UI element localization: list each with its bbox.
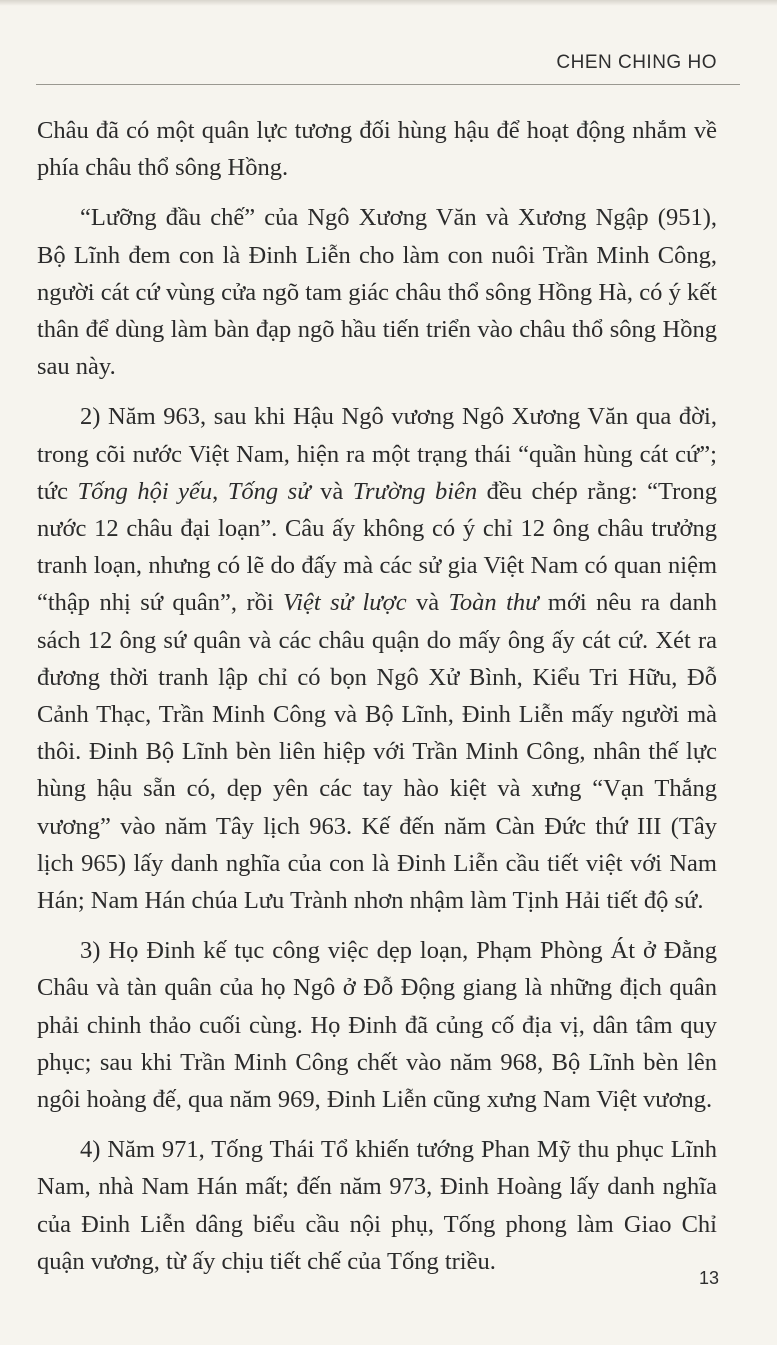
paragraph-3-text-1: 2) Năm 963, sau khi Hậu Ngô vương Ngô Xương Văn qua đời, trong cõi nước Việt Nam, hiện ra một trạng thái “quần hùng cát cứ”; tức xyxy=(37,403,717,505)
paragraph-3 xyxy=(37,398,717,919)
page-top-edge xyxy=(0,0,777,6)
paragraph-4: 3) Họ Đinh kế tục công việc dẹp loạn, Phạm Phòng Át ở Đằng Châu và tàn quân của họ Ngô ở Đỗ Động giang là những địch quân phải chinh thảo cuối cùng. Họ Đinh đã củng cố địa vị, dân tâm quy phục; sau khi Trần Minh Công chết vào năm 968, Bộ Lĩnh bèn lên ngôi hoàng đế, qua năm 969, Đinh Liễn cũng xưng Nam Việt vương. xyxy=(37,937,717,1114)
book-title-tong-hoi-yeu: Tống hội yếu xyxy=(77,477,213,505)
book-title-viet-su-luoc: Việt sử lược xyxy=(283,589,407,617)
header-rule xyxy=(36,84,740,85)
page-body xyxy=(37,112,717,1293)
paragraph-3-text-5: và xyxy=(406,589,449,617)
paragraph-5: 4) Năm 971, Tống Thái Tổ khiến tướng Phan Mỹ thu phục Lĩnh Nam, nhà Nam Hán mất; đến năm 973, Đinh Hoàng lấy danh nghĩa của Đinh Liễn dâng biểu cầu nội phụ, Tống phong làm Giao Chỉ quận vương, từ ấy chịu tiết chế của Tống triều. xyxy=(37,1136,717,1275)
page-number: 13 xyxy=(698,1268,719,1288)
paragraph-3-text-4: đều chép rằng: “Trong nước 12 châu đại loạn”. Câu ấy không có ý chỉ 12 ông châu trưởng tranh loạn, nhưng có lẽ do đấy mà các sử gia Việt Nam có quan niệm “thập nhị sứ quân”, rồi xyxy=(37,477,718,617)
book-title-truong-bien: Trường biên xyxy=(352,477,478,505)
paragraph-3-text-6: mới nêu ra danh sách 12 ông sứ quân và các châu quận do mấy ông ấy cát cứ. Xét ra đương thời tranh lập chỉ có bọn Ngô Xử Bình, Kiểu Tri Hữu, Đỗ Cảnh Thạc, Trần Minh Công và Bộ Lĩnh, Đinh Liễn mấy người mà thôi. Đinh Bộ Lĩnh bèn liên hiệp với Trần Minh Công, nhân thế lực hùng hậu sẵn có, dẹp yên các tay hào kiệt và xưng “Vạn Thắng vương” vào năm Tây lịch 963. Kế đến năm Càn Đức thứ III (Tây lịch 965) lấy danh nghĩa của con là Đinh Liễn cầu tiết việt với Nam Hán; Nam Hán chúa Lưu Trành nhơn nhậm làm Tịnh Hải tiết độ sứ. xyxy=(37,589,718,915)
paragraph-3-text-2: , xyxy=(212,477,228,505)
book-title-toan-thu: Toàn thư xyxy=(448,589,539,617)
book-title-tong-su: Tống sử xyxy=(227,477,311,505)
paragraph-2: “Lưỡng đầu chế” của Ngô Xương Văn và Xương Ngập (951), Bộ Lĩnh đem con là Đinh Liễn cho làm con nuôi Trần Minh Công, người cát cứ vùng cửa ngõ tam giác châu thổ sông Hồng Hà, có ý kết thân để dùng làm bàn đạp ngõ hầu tiến triển vào châu thổ sông Hồng sau này. xyxy=(37,204,717,381)
paragraph-3-text-3: và xyxy=(310,477,353,505)
paragraph-1: Châu đã có một quân lực tương đối hùng hậu để hoạt động nhắm về phía châu thổ sông Hồng. xyxy=(37,117,717,182)
running-header-author: CHEN CHING HO xyxy=(556,52,717,73)
